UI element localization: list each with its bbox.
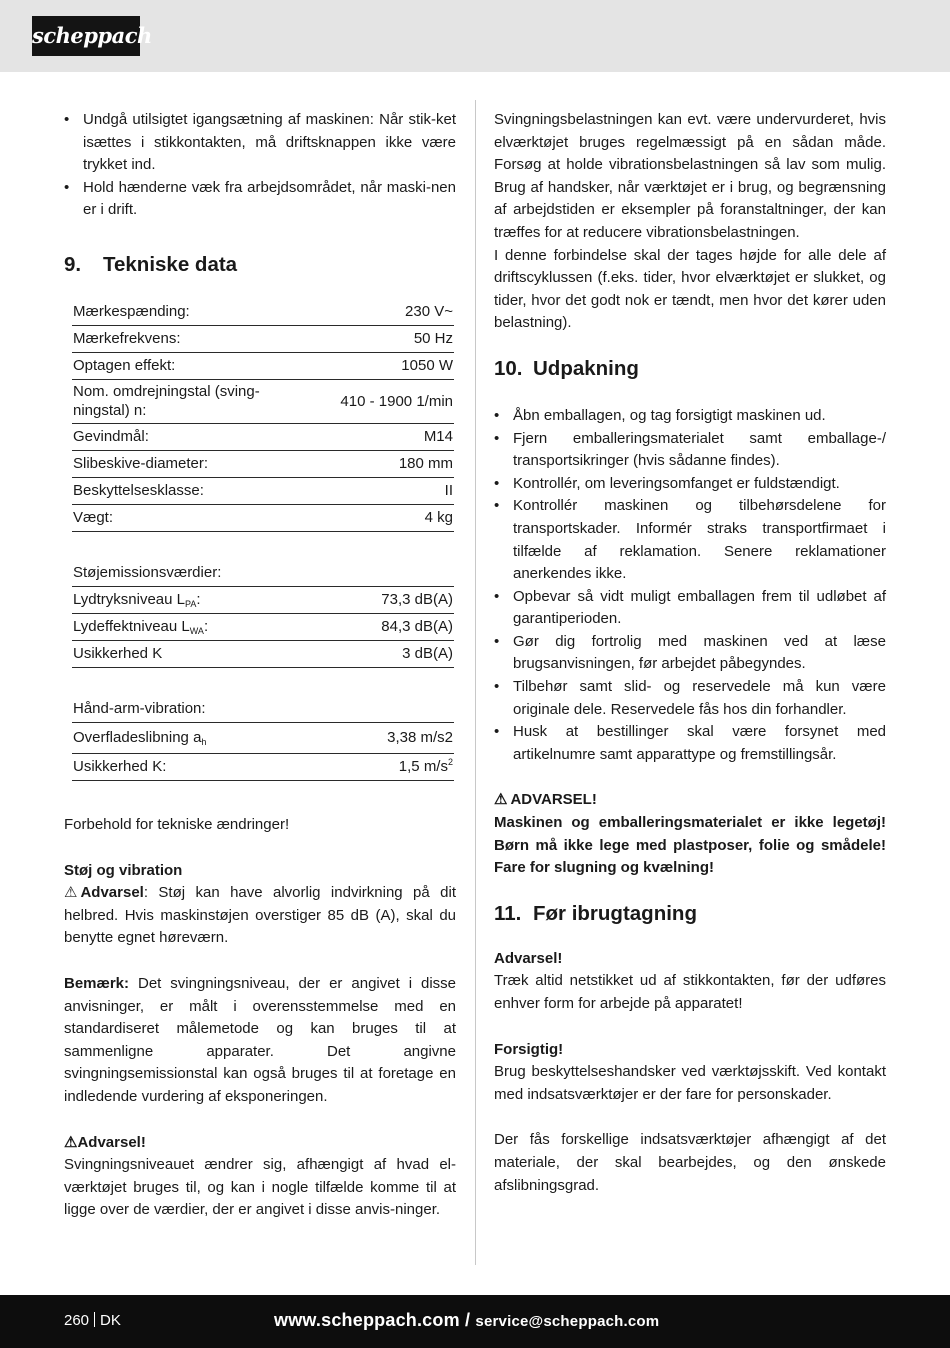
list-item: • Åbn emballagen, og tag forsigtigt maskinen ud. (494, 405, 886, 428)
spec-value: 410 - 1900 1/min (288, 379, 454, 423)
spec-value: 230 V~ (288, 299, 454, 326)
list-item: • Kontrollér maskinen og tilbehørsdelene for transportskader. Informér straks transportfirmaet i tilfælde af reklamation. Senere reklamationer anerkendes ikke. (494, 495, 886, 585)
spec-label: Mærkefrekvens: (72, 325, 288, 352)
spec-label: Lydtryksniveau $L_{PA}$: (72, 586, 288, 613)
packaging-warning-text: Maskinen og emballeringsmaterialet er ikke legetøj! Børn må ikke lege med plastposer, folie og smådele! Fare for slugning og kvælning! (494, 814, 886, 877)
technical-data-table (72, 299, 454, 781)
spec-value: 50 Hz (288, 325, 454, 352)
right-column (494, 109, 886, 1197)
spec-label: Mærkespænding: (72, 299, 288, 326)
list-item: • Gør dig fortrolig med maskinen ved at læse brugsanvisningen, før arbejdet påbegyndes. (494, 631, 886, 676)
spec-label: Overfladeslibning $a_h$ (72, 722, 288, 753)
spec-value: II (288, 477, 454, 504)
spec-label: Usikkerhed K: (72, 753, 288, 780)
spec-label: Lydeffektniveau $L_{WA}$: (72, 613, 288, 640)
noise-vibration-heading: Støj og vibration (64, 861, 183, 879)
vibration-heading: Hånd-arm-vibration: (72, 696, 454, 723)
section-heading-9: 9. Tekniske data (64, 252, 238, 276)
spec-value: 4 kg (288, 504, 454, 531)
forsigtig-heading: Forsigtig! (494, 1040, 564, 1058)
list-item: • Husk at bestillinger skal være forsynet med artikelnumre samt apparattype og fremstillingsår. (494, 721, 886, 766)
warning-icon: ⚠ (64, 1133, 78, 1151)
vibration-warning-text: Svingningsniveauet ændrer sig, afhængigt af hvad el-værktøjet bruges til, og kan i nogle tilfælde komme til at ligge over de værdier, der er angivet i disse anvis-ninger. (64, 1156, 456, 1219)
list-item: • Opbevar så vidt muligt emballagen frem til udløbet af garantiperioden. (494, 586, 886, 631)
page-footer (0, 1295, 950, 1348)
email-link[interactable]: service@scheppach.com (475, 1313, 660, 1330)
website-link[interactable]: www.scheppach.com (274, 1310, 460, 1330)
list-item: • Fjern emballeringsmaterialet samt emballage-/ transportsikringer (hvis sådanne findes). (494, 428, 886, 473)
advarsel-text: Træk altid netstikket ud af stikkontakten, før der udføres enhver form for arbejde på apparatet! (494, 972, 886, 1012)
list-item: • Hold hænderne væk fra arbejdsområdet, når maski-nen er i drift. (64, 177, 456, 222)
packaging-warning-heading: ⚠ ADVARSEL! (494, 789, 886, 812)
spec-value: 73,3 dB(A) (288, 586, 454, 613)
column-divider (475, 100, 476, 1265)
section-heading-11: 11. Før ibrugtagning (494, 901, 697, 925)
noise-warning: ⚠ Advarsel: Støj kan have alvorlig indvirkning på dit helbred. Hvis maskinstøjen overstiger 85 dB (A), skal du benytte egnet høreværn. (64, 884, 456, 947)
warning-icon: ⚠ (494, 791, 508, 809)
note-paragraph: Bemærk: Det svingningsniveau, der er angivet i disse anvisninger, er målt i overensstemmelse med en standardiseret målemetode og kan bruges til at sammenligne apparater. Det angivne svingningsemissionstal kan også bruges til at foretage en indledende vurdering af eksponeringen. (64, 974, 456, 1105)
spec-label: Vægt: (72, 504, 288, 531)
unpacking-bullet-list (494, 405, 886, 767)
advarsel-heading: Advarsel! (494, 949, 563, 967)
spec-label: Nom. omdrejningstal (sving-ningstal) n: (72, 379, 288, 423)
safety-bullet-list (64, 109, 456, 222)
noise-heading: Støjemissionsværdier: (72, 560, 454, 587)
page-number: 260 DK (64, 1312, 121, 1329)
spec-label: Optagen effekt: (72, 352, 288, 379)
spec-label: Beskyttelsesklasse: (72, 477, 288, 504)
spec-value: 3,38 m/s2 (288, 722, 454, 753)
scheppach-logo: scheppach (32, 16, 140, 56)
vibration-warning-heading: ⚠Advarsel! (64, 1132, 456, 1155)
vibration-intro: Svingningsbelastningen kan evt. være undervurderet, hvis elværktøjet bruges regelmæssigt på en sådan måde. Forsøg at holde vibrationsbelastningen så lav som mulig. Brug af handsker, når værktøjet er i brug, og begrænsning af arbejdstiden er eksempler på foranstaltninger, der kan træffes for at reducere vibrationsbelastningen. (494, 111, 886, 241)
vibration-intro-2: I denne forbindelse skal der tages højde for alle dele af driftscyklussen (f.eks. tider, hvor elværktøjet er slukket, og tider, hvor det godt nok er tændt, men hvor det kører uden belastning). (494, 246, 886, 332)
spec-value: M14 (288, 423, 454, 450)
spec-value: 3 dB(A) (288, 640, 454, 667)
page-header (0, 0, 950, 72)
section-heading-10: 10. Udpakning (494, 356, 639, 380)
reservation-note: Forbehold for tekniske ændringer! (64, 815, 290, 833)
forsigtig-text: Brug beskyttelseshandsker ved værktøjsskift. Ved kontakt med indsatsværktøjer er der fare for personskader. (494, 1063, 886, 1103)
spec-label: Slibeskive-diameter: (72, 450, 288, 477)
tool-selection-text: Der fås forskellige indsatsværktøjer afhængigt af det materiale, der skal bearbejdes, og den ønskede afslibningsgrad. (494, 1131, 886, 1194)
footer-contact: www.scheppach.com / service@scheppach.com (274, 1310, 660, 1330)
spec-value: 180 mm (288, 450, 454, 477)
spec-value: 1050 W (288, 352, 454, 379)
warning-icon: ⚠ (64, 884, 78, 902)
left-column (64, 109, 456, 1222)
spec-value: 1,5 $m/s^2$ (288, 753, 454, 780)
list-item: • Undgå utilsigtet igangsætning af maskinen: Når stik-ket isættes i stikkontakten, må driftsknappen ikke være trykket ind. (64, 109, 456, 177)
list-item: • Kontrollér, om leveringsomfanget er fuldstændigt. (494, 473, 886, 496)
spec-label: Gevindmål: (72, 423, 288, 450)
spec-value: 84,3 dB(A) (288, 613, 454, 640)
list-item: • Tilbehør samt slid- og reservedele må kun være originale dele. Reservedele fås hos din forhandler. (494, 676, 886, 721)
spec-label: Usikkerhed K (72, 640, 288, 667)
